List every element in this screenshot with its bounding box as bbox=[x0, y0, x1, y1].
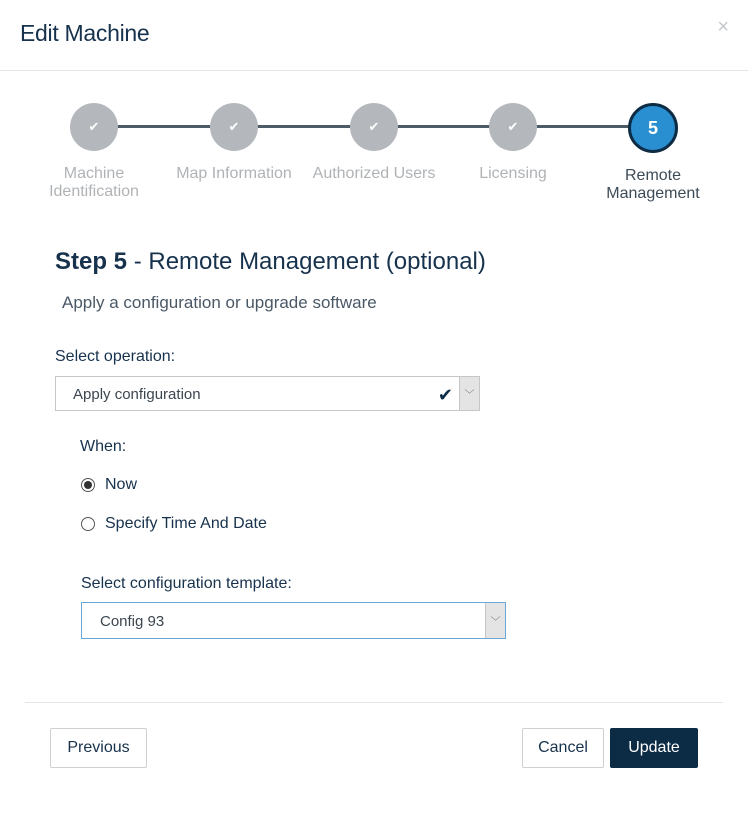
when-label: When: bbox=[80, 438, 127, 455]
template-select[interactable] bbox=[81, 602, 506, 639]
step-machine-identification[interactable] bbox=[24, 103, 164, 201]
step-heading: Step 5 - Remote Management (optional) bbox=[55, 248, 486, 275]
chevron-down-icon[interactable]: ﹀ bbox=[459, 377, 479, 410]
check-icon: ✔ bbox=[489, 103, 537, 151]
close-icon[interactable]: × bbox=[717, 16, 729, 38]
step-authorized-users[interactable] bbox=[304, 103, 444, 183]
radio-button-checked[interactable] bbox=[81, 478, 95, 492]
check-icon: ✔ bbox=[70, 103, 118, 151]
cancel-button[interactable]: Cancel bbox=[522, 728, 604, 768]
check-icon: ✔ bbox=[210, 103, 258, 151]
footer-divider bbox=[25, 702, 723, 703]
radio-now[interactable] bbox=[81, 476, 137, 494]
radio-label: Now bbox=[105, 476, 138, 493]
chevron-down-icon[interactable]: ﹀ bbox=[485, 603, 505, 638]
step-number-badge: 5 bbox=[628, 103, 678, 153]
template-value: Config 93 bbox=[100, 613, 165, 630]
radio-button[interactable] bbox=[81, 517, 95, 531]
operation-select[interactable] bbox=[55, 376, 480, 411]
step-label: Remote Management bbox=[606, 167, 700, 202]
step-label: Licensing bbox=[479, 165, 547, 182]
step-label: Machine Identification bbox=[49, 165, 139, 200]
operation-value: Apply configuration bbox=[73, 386, 201, 403]
step-label: Authorized Users bbox=[312, 165, 436, 182]
update-button[interactable]: Update bbox=[610, 728, 698, 768]
step-label: Map Information bbox=[176, 165, 292, 182]
step-subtitle: Apply a configuration or upgrade software bbox=[62, 293, 377, 312]
operation-label: Select operation: bbox=[55, 348, 176, 365]
radio-specify-time-and-date[interactable] bbox=[81, 515, 267, 533]
step-remote-management[interactable] bbox=[583, 103, 723, 203]
dialog-title: Edit Machine bbox=[20, 20, 150, 46]
radio-label: Specify Time And Date bbox=[105, 515, 267, 532]
previous-button[interactable]: Previous bbox=[50, 728, 147, 768]
wizard-stepper bbox=[0, 103, 748, 213]
check-icon: ✔ bbox=[350, 103, 398, 151]
dialog-header bbox=[0, 0, 748, 71]
step-licensing[interactable] bbox=[443, 103, 583, 183]
template-label: Select configuration template: bbox=[81, 575, 292, 592]
step-map-information[interactable] bbox=[164, 103, 304, 183]
valid-check-icon: ✔ bbox=[437, 385, 453, 405]
